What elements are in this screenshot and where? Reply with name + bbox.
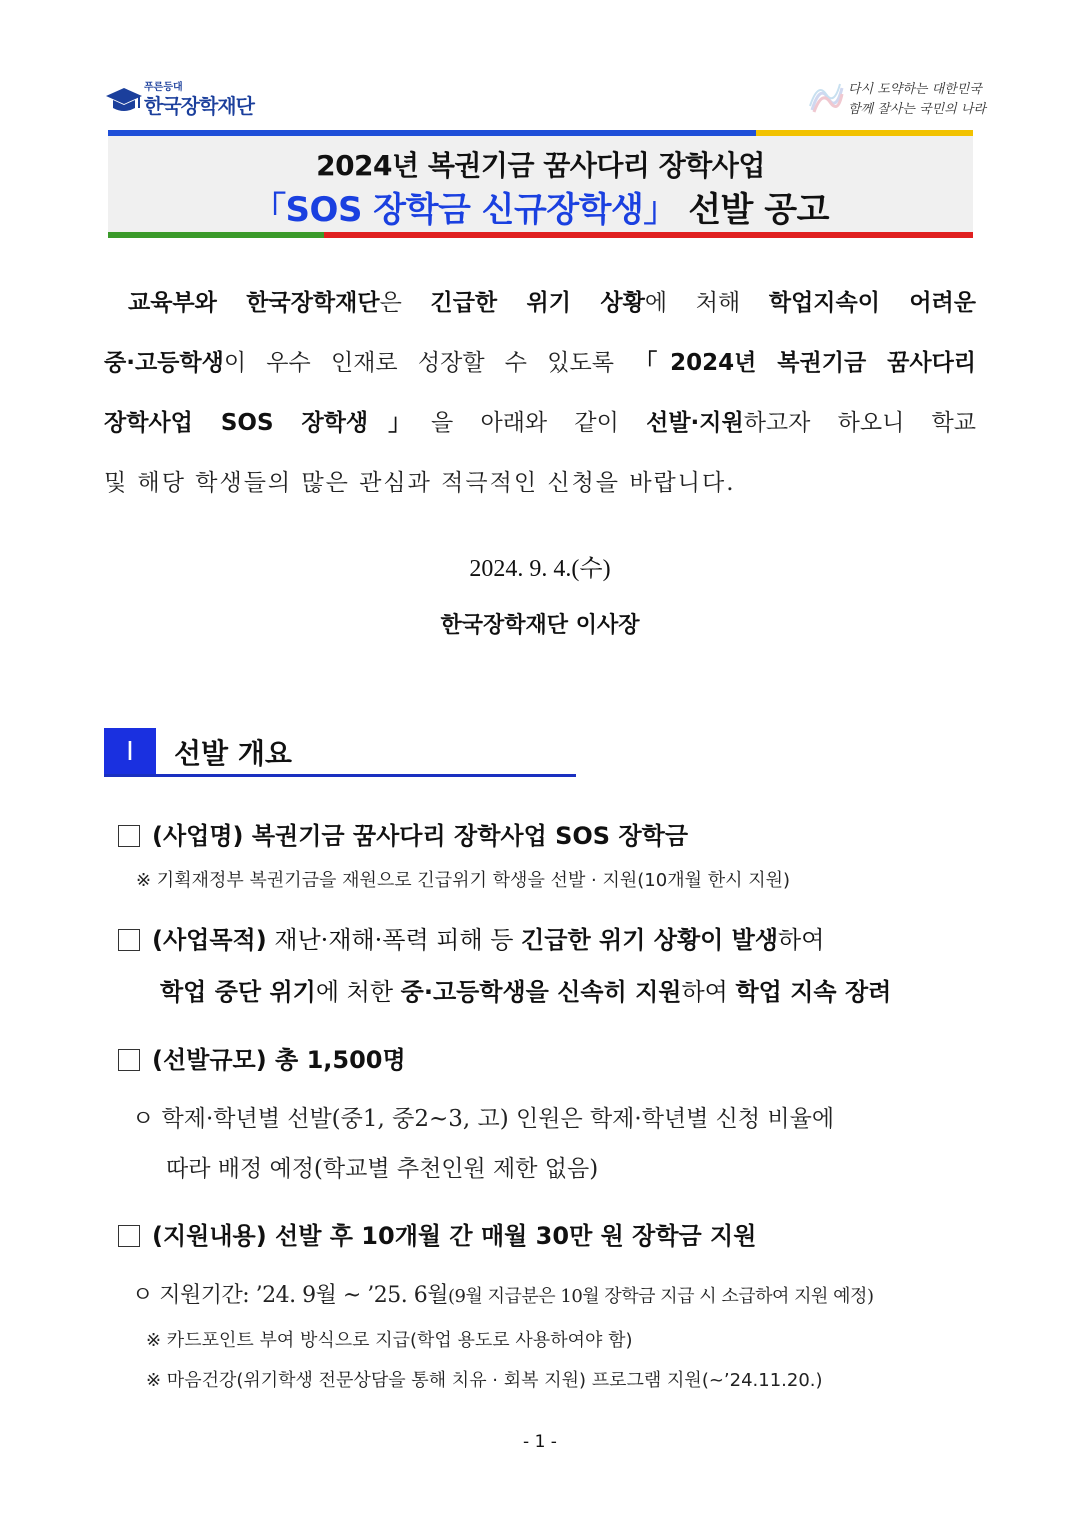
item-text: 재난·재해·폭력 피해 등 (266, 926, 522, 954)
project-name-note: ※ 기획재정부 복권기금을 재원으로 긴급위기 학생을 선발 · 지원(10개월 한시 지원) (136, 870, 790, 891)
intro-line-3 (104, 404, 976, 437)
title-bar-top-blue (108, 130, 756, 136)
intro-text: 에 처해 (644, 290, 769, 316)
support-note-1: ※ 카드포인트 부여 방식으로 지급(학업 용도로 사용하여야 함) (146, 1330, 633, 1351)
intro-emph: 교육부와 한국장학재단 (128, 290, 380, 316)
item-emph: 긴급한 위기 상황이 발생 (521, 926, 779, 954)
item-support (118, 1216, 756, 1251)
item-text: 하여 (778, 926, 825, 954)
section-title: 선발 개요 (174, 737, 292, 770)
item-emph: 학업 중단 위기 (160, 978, 316, 1006)
checkbox-square-icon (118, 1049, 140, 1071)
section-number: Ⅰ (104, 728, 156, 776)
item-project-name (118, 816, 688, 851)
item-purpose (118, 920, 824, 955)
notice-signer: 한국장학재단 이사장 (440, 613, 640, 638)
checkbox-square-icon (118, 929, 140, 951)
title-bar-bottom-green (108, 232, 324, 238)
government-slogan-logo (808, 76, 988, 120)
support-note-2: ※ 마음건강(위기학생 전문상담을 통해 치유 · 회복 지원) 프로그램 지원(~’24.11.20.) (146, 1370, 823, 1391)
title-bar-top-yellow (756, 130, 973, 136)
title-line-2 (108, 182, 973, 231)
item-label: (지원내용) 선발 후 10개월 간 매월 30만 원 장학금 지원 (152, 1222, 757, 1250)
item-text: 에 처한 (315, 978, 401, 1006)
intro-emph: 학업지속이 어려운 (768, 290, 976, 316)
notice-date: 2024. 9. 4.(수) (469, 556, 611, 582)
slogan-line-1: 다시 도약하는 대한민국 (848, 82, 982, 97)
kosaf-logo (104, 78, 274, 118)
intro-emph: 선발·지원 (646, 410, 744, 436)
intro-text: 이 우수 인재로 성장할 수 있도록 (223, 350, 635, 376)
scale-bullet-2: 따라 배정 예정(학교별 추천인원 제한 없음) (166, 1156, 599, 1182)
intro-emph: 장학사업 SOS 장학생」 (104, 410, 432, 436)
intro-text: 을 아래와 같이 (431, 410, 647, 436)
logo-small-text: 푸른등대 (144, 82, 183, 93)
intro-line-1 (104, 284, 976, 317)
item-emph: 중·고등학생을 신속히 지원 (400, 978, 682, 1006)
scale-bullet-1: ㅇ 학제·학년별 선발(중1, 중2~3, 고) 인원은 학제·학년별 신청 비율에 (132, 1106, 835, 1132)
intro-line-4: 및 해당 학생들의 많은 관심과 적극적인 신청을 바랍니다. (104, 470, 736, 496)
slogan-line-2: 함께 잘사는 국민의 나라 (848, 102, 986, 117)
item-purpose-cont (160, 972, 891, 1007)
item-label: (사업목적) (152, 926, 267, 954)
intro-text: 하고자 하오니 학교 (743, 410, 976, 436)
title-line-1: 2024년 복권기금 꿈사다리 장학사업 (316, 149, 765, 182)
title-bar-bottom-red (324, 232, 973, 238)
title-suffix: 선발 공고 (676, 190, 829, 230)
ribbon-emblem-icon (808, 80, 844, 116)
intro-text: 은 (379, 290, 431, 316)
item-emph: 학업 지속 장려 (735, 978, 892, 1006)
item-label: (사업명) 복권기금 꿈사다리 장학사업 SOS 장학금 (152, 822, 688, 850)
title-box (108, 130, 973, 238)
support-period: ㅇ 지원기간: ’24. 9월 ~ ’25. 6월 (132, 1283, 449, 1308)
intro-emph: 중·고등학생 (104, 350, 224, 376)
item-text: 하여 (681, 978, 736, 1006)
section-underline (104, 774, 576, 777)
page-number: - 1 - (523, 1432, 557, 1452)
intro-line-2 (104, 344, 976, 377)
title-highlight: 「SOS 장학금 신규장학생」 (252, 190, 677, 230)
intro-emph: 「2024년 복권기금 꿈사다리 (634, 350, 977, 376)
checkbox-square-icon (118, 1225, 140, 1247)
item-scale (118, 1040, 406, 1075)
support-period-bullet (132, 1278, 873, 1309)
graduation-cap-icon (104, 82, 144, 118)
checkbox-square-icon (118, 825, 140, 847)
item-label: (선발규모) 총 1,500명 (152, 1046, 406, 1074)
support-period-detail: (9월 지급분은 10월 장학금 지급 시 소급하여 지원 예정) (448, 1286, 874, 1307)
intro-emph: 긴급한 위기 상황 (430, 290, 645, 316)
logo-org-name: 한국장학재단 (144, 94, 254, 118)
